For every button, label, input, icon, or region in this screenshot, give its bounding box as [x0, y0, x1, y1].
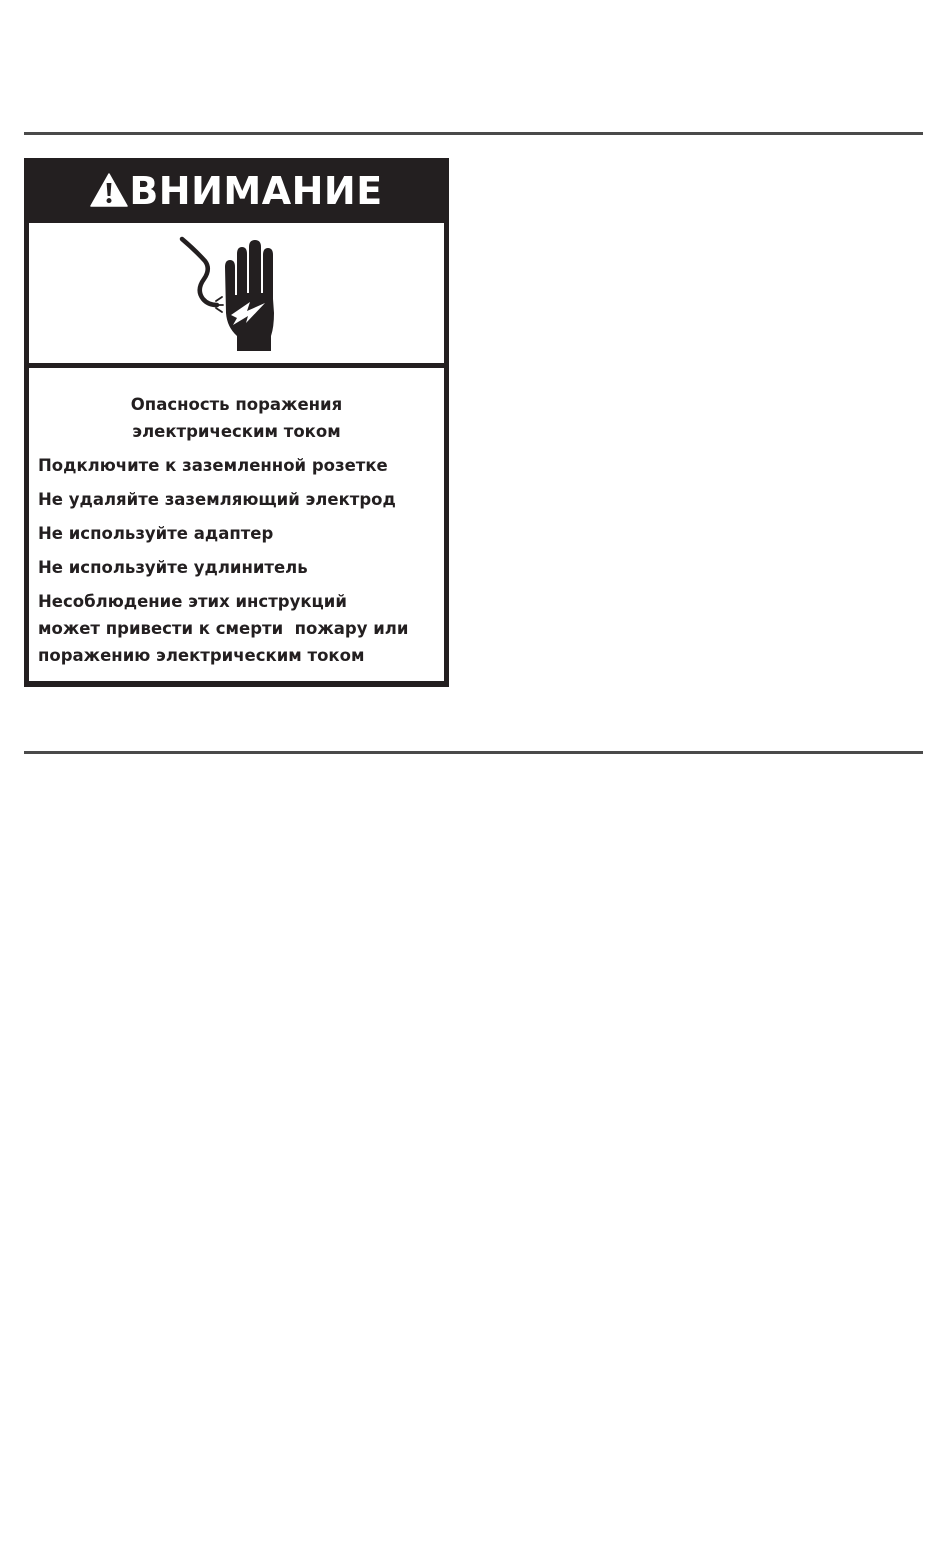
instruction-keep-ground-prong: Не удаляйте заземляющий электрод	[38, 490, 396, 509]
hazard-heading-line: Опасность поражения	[130, 395, 343, 414]
consequence-text	[38, 588, 438, 669]
hazard-heading-line: электрическим током	[132, 422, 341, 441]
consequence-line: поражению электрическим током	[38, 646, 365, 665]
pictogram-panel	[29, 223, 444, 363]
warning-triangle-icon	[90, 173, 128, 207]
electric-shock-hand-icon	[177, 233, 283, 351]
top-divider	[24, 132, 923, 135]
instruction-plug-grounded: Подключите к заземленной розетке	[38, 456, 388, 475]
warning-header	[24, 158, 449, 222]
consequence-line: может привести к смерти пожару или	[38, 619, 409, 638]
warning-label	[24, 158, 449, 687]
bottom-divider	[24, 751, 923, 754]
consequence-line: Несоблюдение этих инструкций	[38, 592, 347, 611]
signal-word: ВНИМАНИЕ	[129, 169, 383, 213]
instruction-no-adapter: Не используйте адаптер	[38, 524, 274, 543]
hazard-heading	[29, 391, 444, 445]
instruction-no-extension-cord: Не используйте удлинитель	[38, 558, 308, 577]
warning-text-panel	[29, 368, 444, 681]
